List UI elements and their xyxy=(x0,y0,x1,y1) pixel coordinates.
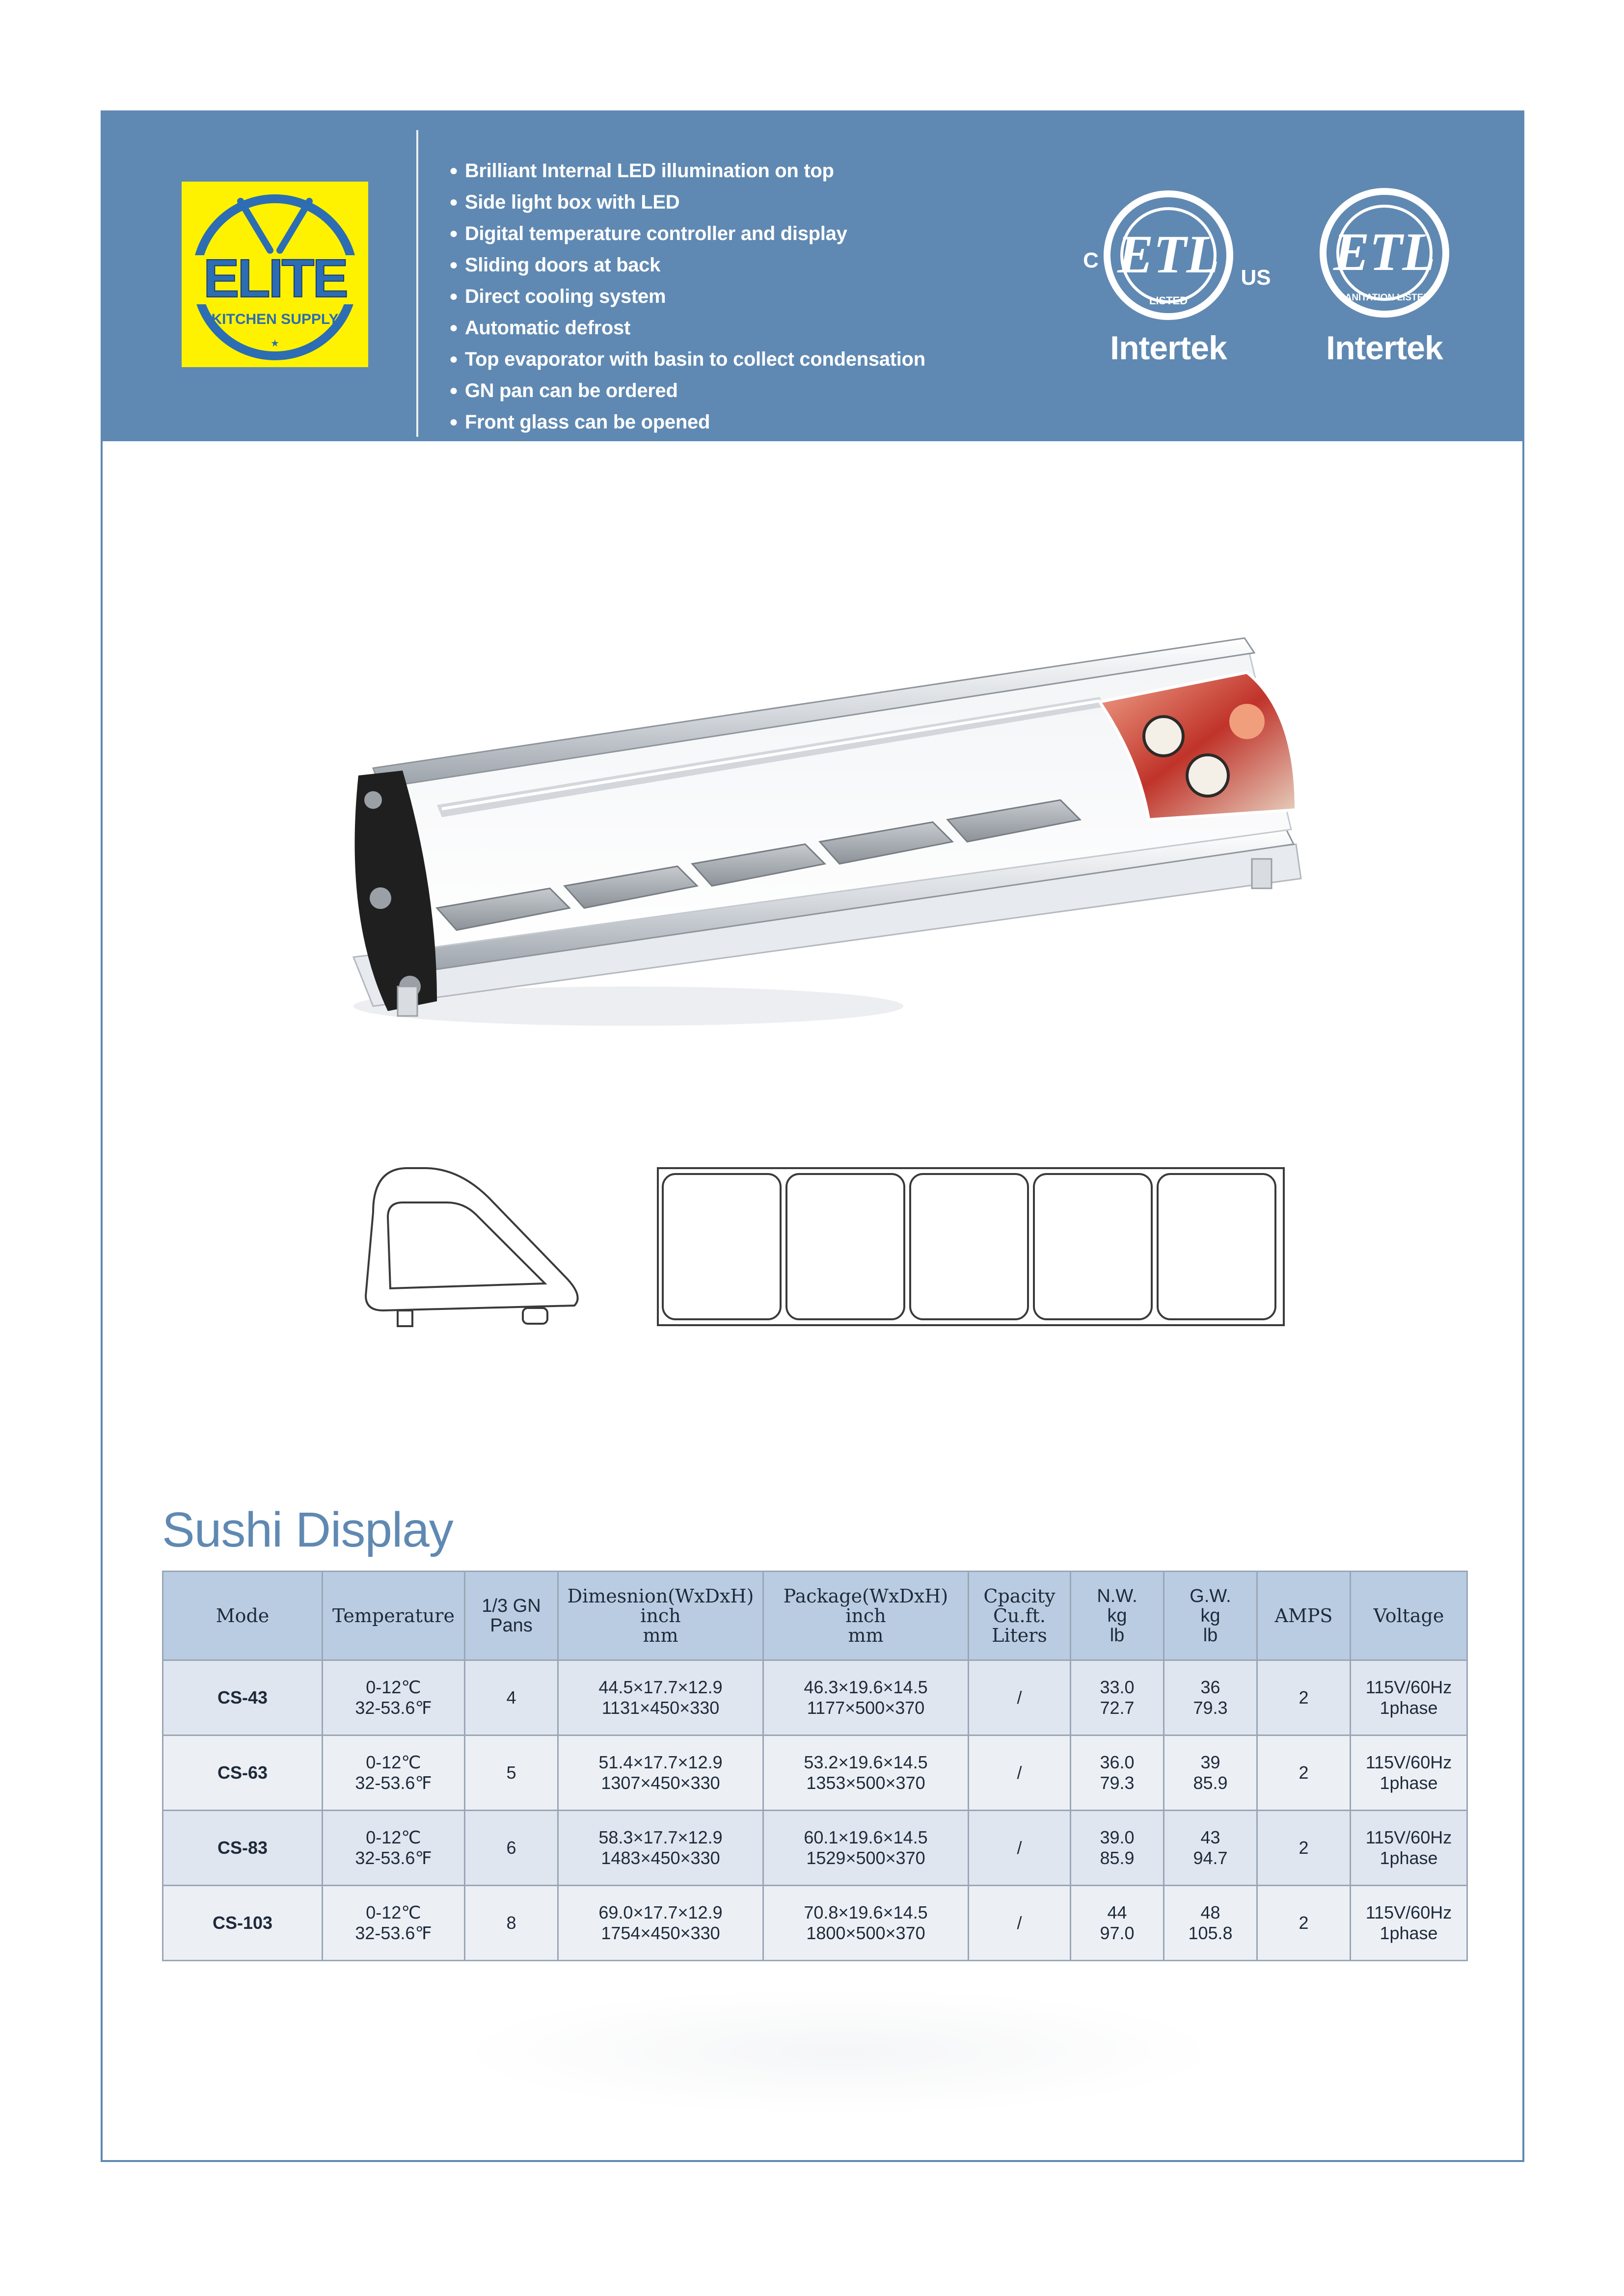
etl-mark-text: ETL xyxy=(1333,222,1435,282)
technical-drawings xyxy=(353,1158,1286,1345)
cell-model: CS-83 xyxy=(163,1811,323,1886)
intertek-label: Intertek xyxy=(1326,329,1443,367)
logo-brand-text: ELITE xyxy=(203,248,347,309)
header-voltage: Voltage xyxy=(1351,1572,1467,1660)
header-amps: AMPS xyxy=(1257,1572,1351,1660)
cell-gross-weight: 39 85.9 xyxy=(1164,1735,1257,1811)
cell-dimension: 44.5×17.7×12.9 1131×450×330 xyxy=(558,1660,763,1735)
cell-capacity: / xyxy=(969,1811,1071,1886)
faded-background-artifact xyxy=(457,1988,1222,2115)
feature-item: ● Front glass can be opened xyxy=(449,407,925,439)
side-profile-drawing xyxy=(366,1168,578,1326)
header-package: Package(WxDxH) inch mm xyxy=(763,1572,969,1660)
cell-gross-weight: 43 94.7 xyxy=(1164,1811,1257,1886)
feature-item: ● GN pan can be ordered xyxy=(449,376,925,407)
etl-ring-text: SANITATION LISTED xyxy=(1338,293,1431,303)
cell-dimension: 69.0×17.7×12.9 1754×450×330 xyxy=(558,1886,763,1961)
feature-list xyxy=(449,156,925,439)
cell-net-weight: 39.0 85.9 xyxy=(1071,1811,1164,1886)
cell-amps: 2 xyxy=(1257,1735,1351,1811)
etl-sanitation-certification xyxy=(1306,187,1463,393)
header-gn-pans: 1/3 GN Pans xyxy=(465,1572,558,1660)
etl-right-text: US xyxy=(1241,266,1271,290)
header-net-weight: N.W. kg lb xyxy=(1071,1572,1164,1660)
cell-pans: 5 xyxy=(465,1735,558,1811)
cell-pans: 6 xyxy=(465,1811,558,1886)
cell-net-weight: 44 97.0 xyxy=(1071,1886,1164,1961)
cell-temperature: 0-12℃ 32-53.6℉ xyxy=(323,1735,465,1811)
etl-sanitation-mark-icon xyxy=(1306,187,1463,329)
elite-logo-icon xyxy=(182,182,368,367)
cell-pans: 8 xyxy=(465,1886,558,1961)
cell-net-weight: 33.0 72.7 xyxy=(1071,1660,1164,1735)
feature-item: ● Automatic defrost xyxy=(449,313,925,345)
cell-package: 60.1×19.6×14.5 1529×500×370 xyxy=(763,1811,969,1886)
header-temperature: Temperature xyxy=(323,1572,465,1660)
cell-gross-weight: 36 79.3 xyxy=(1164,1660,1257,1735)
header-dimension: Dimesnion(WxDxH) inch mm xyxy=(558,1572,763,1660)
cell-voltage: 115V/60Hz 1phase xyxy=(1351,1660,1467,1735)
logo-tagline-text: KITCHEN SUPPLY xyxy=(211,311,339,327)
logo-star-icon: ★ xyxy=(271,338,279,349)
cell-dimension: 58.3×17.7×12.9 1483×450×330 xyxy=(558,1811,763,1886)
header-mode: Mode xyxy=(163,1572,323,1660)
cell-net-weight: 36.0 79.3 xyxy=(1071,1735,1164,1811)
intertek-label: Intertek xyxy=(1110,329,1227,367)
etl-left-text: C xyxy=(1083,248,1099,272)
table-row xyxy=(163,1886,1467,1961)
cell-package: 46.3×19.6×14.5 1177×500×370 xyxy=(763,1660,969,1735)
elite-logo xyxy=(182,182,368,367)
etl-ring-text: LISTED xyxy=(1149,294,1188,307)
header-divider xyxy=(416,130,418,437)
cell-capacity: / xyxy=(969,1660,1071,1735)
etl-listed-mark-icon xyxy=(1070,187,1271,329)
cell-amps: 2 xyxy=(1257,1660,1351,1735)
feature-item: ● Top evaporator with basin to collect condensation xyxy=(449,345,925,376)
feature-item: ● Sliding doors at back xyxy=(449,250,925,282)
feature-item: ● Side light box with LED xyxy=(449,187,925,219)
cell-amps: 2 xyxy=(1257,1811,1351,1886)
feature-item: ● Digital temperature controller and display xyxy=(449,219,925,250)
cell-gross-weight: 48 105.8 xyxy=(1164,1886,1257,1961)
cell-package: 53.2×19.6×14.5 1353×500×370 xyxy=(763,1735,969,1811)
header-gross-weight: G.W. kg lb xyxy=(1164,1572,1257,1660)
section-title: Sushi Display xyxy=(162,1502,453,1557)
table-header-row xyxy=(163,1572,1467,1660)
cell-pans: 4 xyxy=(465,1660,558,1735)
header-capacity: Cpacity Cu.ft. Liters xyxy=(969,1572,1071,1660)
cell-model: CS-63 xyxy=(163,1735,323,1811)
cell-package: 70.8×19.6×14.5 1800×500×370 xyxy=(763,1886,969,1961)
cell-model: CS-43 xyxy=(163,1660,323,1735)
top-view-five-pan-drawing xyxy=(658,1168,1284,1325)
table-row xyxy=(163,1660,1467,1735)
sushi-display-case-photo xyxy=(275,614,1330,1036)
cell-temperature: 0-12℃ 32-53.6℉ xyxy=(323,1811,465,1886)
cell-voltage: 115V/60Hz 1phase xyxy=(1351,1811,1467,1886)
cell-capacity: / xyxy=(969,1886,1071,1961)
cell-voltage: 115V/60Hz 1phase xyxy=(1351,1735,1467,1811)
table-row xyxy=(163,1811,1467,1886)
cell-temperature: 0-12℃ 32-53.6℉ xyxy=(323,1660,465,1735)
table-row xyxy=(163,1735,1467,1811)
cell-voltage: 115V/60Hz 1phase xyxy=(1351,1886,1467,1961)
cell-temperature: 0-12℃ 32-53.6℉ xyxy=(323,1886,465,1961)
spec-table xyxy=(162,1571,1468,1961)
cell-dimension: 51.4×17.7×12.9 1307×450×330 xyxy=(558,1735,763,1811)
cell-capacity: / xyxy=(969,1735,1071,1811)
cell-amps: 2 xyxy=(1257,1886,1351,1961)
feature-item: ● Brilliant Internal LED illumination on top xyxy=(449,156,925,187)
cell-model: CS-103 xyxy=(163,1886,323,1961)
etl-listed-certification xyxy=(1070,187,1271,393)
feature-item: ● Direct cooling system xyxy=(449,282,925,313)
etl-mark-text: ETL xyxy=(1117,224,1219,284)
